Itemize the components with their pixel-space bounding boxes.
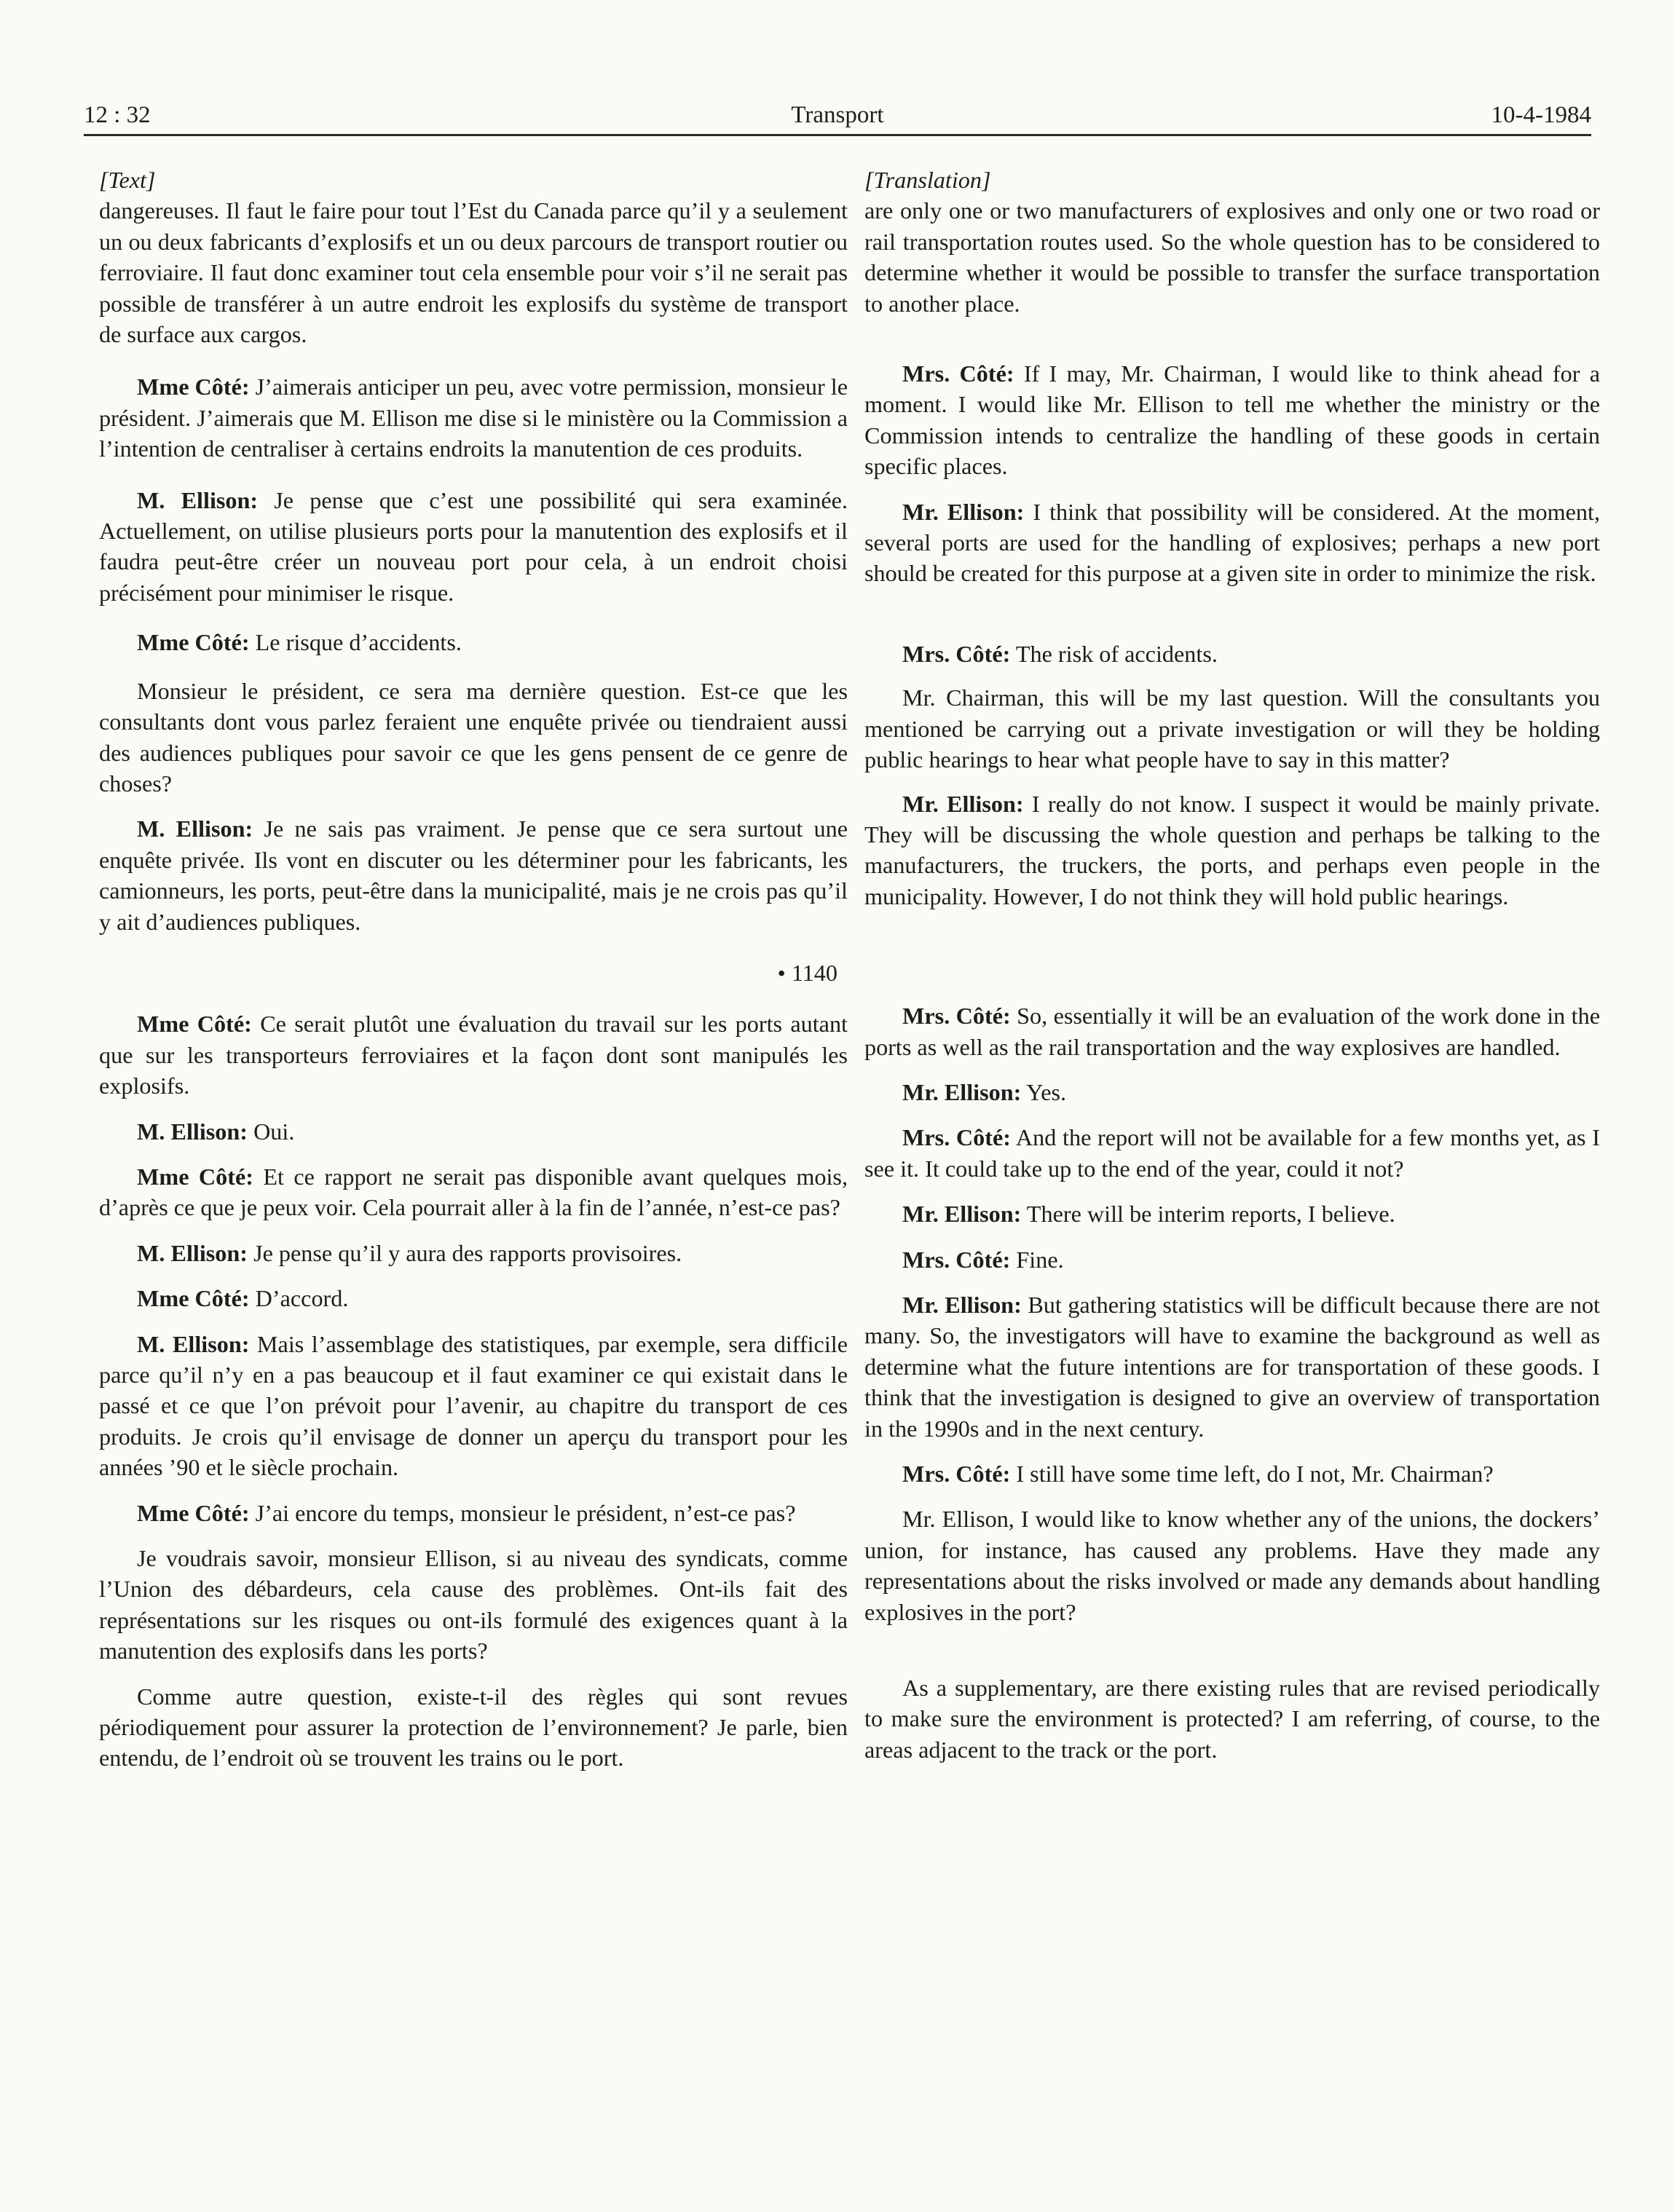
speaker-name: Mr. Ellison:: [902, 790, 1024, 817]
time-marker: • 1140: [777, 959, 838, 986]
speaker-name: Mme Côté:: [137, 1163, 253, 1190]
speech-text: There will be interim reports, I believe.: [1021, 1201, 1395, 1228]
speaker-name: Mr. Ellison:: [902, 1201, 1022, 1228]
speaker-name: Mr. Ellison:: [902, 498, 1025, 525]
speech-text: Mais l’assemblage des statistiques, par exemple, sera difficile parce qu’il n’y en a pas beaucoup et il faut examiner ce qui existait dans le passé et ce que l’on prévoit pour l’avenir, au chapitre du transport de ces produits. Je crois qu’il envisage de donner un aperçu du transport pour les années ’90 et le siècle prochain.: [99, 1330, 848, 1481]
speech-text: Fine.: [1010, 1246, 1064, 1273]
speech-text: I really do not know. I suspect it would be mainly private. They will be discussing the whole question and perhaps be talking to the manufacturers, the truckers, the ports, and perhaps even people in the municipality. However, I do not think they will hold public hearings.: [864, 790, 1600, 909]
speech-text: And the report will not be available for a few months yet, as I see it. It could take up to the end of the year, could it not?: [864, 1124, 1600, 1182]
speech-text: I still have some time left, do I not, Mr. Chairman?: [1010, 1461, 1494, 1487]
running-head-title: Transport: [791, 102, 884, 128]
speaker-name: M. Ellison:: [137, 1330, 250, 1357]
speech-text: Et ce rapport ne serait pas disponible avant quelques mois, d’après ce que je peux voir. Cela pourrait aller à la fin de l’année, n’est-ce pas?: [99, 1163, 848, 1221]
speaker-name: M. Ellison:: [137, 1118, 248, 1145]
paragraph: Mr. Chairman, this will be my last question. Will the consultants you mentioned be carrying out a private investigation or will they be holding public hearings to hear what people have to say in this matter?: [864, 684, 1600, 773]
speaker-name: M. Ellison:: [137, 486, 259, 513]
speech-text: Je ne sais pas vraiment. Je pense que ce sera surtout une enquête privée. Ils vont en discuter ou les déterminer pour les fabricants, les camionneurs, les ports, peut-être dans la municipalité, mais je ne crois pas qu’il y ait d’audiences publiques.: [99, 815, 848, 935]
speaker-paragraph: [99, 1008, 848, 1101]
speaker-paragraph: [864, 1244, 1600, 1275]
speech-text: Yes.: [1021, 1078, 1067, 1105]
speech-text: The risk of accidents.: [1010, 640, 1218, 667]
speaker-paragraph: [99, 1161, 848, 1223]
speaker-paragraph: [864, 1458, 1600, 1489]
speaker-paragraph: [99, 813, 848, 937]
speaker-paragraph: [99, 1116, 848, 1147]
speaker-name: Mme Côté:: [137, 1499, 250, 1526]
speaker-name: Mme Côté:: [137, 1011, 252, 1038]
paragraph: dangereuses. Il faut le faire pour tout l’Est du Canada parce qu’il y a seulement un ou deux fabricants d’explosifs et un ou deux parcours de transport routier ou ferroviaire. Il faut donc examiner tout cela ensemble pour voir s’il ne serait pas possible de transférer à un autre endroit les explosifs du système de transport de surface aux cargos.: [99, 197, 848, 348]
paragraph: Comme autre question, existe-t-il des règles qui sont revues périodiquement pour assurer la protection de l’environnement? Je parle, bien entendu, de l’endroit où se trouvent les trains ou le port.: [99, 1683, 848, 1771]
speaker-paragraph: [99, 1329, 848, 1483]
speech-text: Je pense que c’est une possibilité qui sera examinée. Actuellement, on utilise plusieurs ports pour la manutention des explosifs et il faudra peut-être créer un nouveau port pour cela, à un endroit choisi précisément pour minimiser le risque.: [99, 486, 848, 606]
paragraph: Mr. Ellison, I would like to know whether any of the unions, the dockers’ union, for instance, has caused any problems. Have they made any representations about the risks involved or made any demands about handling explosives in the port?: [864, 1506, 1600, 1625]
speaker-paragraph: [99, 371, 848, 464]
speech-text: J’aimerais anticiper un peu, avec votre permission, monsieur le président. J’aimerais que M. Ellison me dise si le ministère ou la Commission a l’intention de centraliser à certains endroits la manutention de ces produits.: [99, 374, 848, 462]
speaker-paragraph: [864, 1000, 1600, 1062]
paragraph: Je voudrais savoir, monsieur Ellison, si au niveau des syndicats, comme l’Union des débardeurs, cela cause des problèmes. Ont-ils fait des représentations sur les risques ou ont-ils formulé des exigences quant à la manutention des explosifs dans les ports?: [99, 1545, 848, 1664]
speaker-paragraph: [864, 1198, 1600, 1229]
page-number: 12 : 32: [84, 102, 151, 128]
speaker-name: Mrs. Côté:: [902, 1461, 1011, 1487]
speech-text: If I may, Mr. Chairman, I would like to think ahead for a moment. I would like Mr. Ellison to tell me whether the ministry or the Commission intends to centralize the handling of these goods in certain specific places.: [864, 360, 1600, 480]
speaker-paragraph: [864, 789, 1600, 912]
speaker-paragraph: [864, 1122, 1600, 1184]
speaker-paragraph: [99, 627, 848, 657]
speaker-name: Mme Côté:: [137, 629, 250, 656]
speaker-paragraph: [99, 485, 848, 609]
speech-text: I think that possibility will be considered. At the moment, several ports are used for the handling of explosives; perhaps a new port should be created for this purpose at a given site in order to minimize the risk.: [864, 498, 1601, 587]
speech-text: D’accord.: [249, 1285, 349, 1312]
speaker-paragraph: [99, 1283, 848, 1314]
speech-text: But gathering statistics will be difficult because there are not many. So, the investigators will have to examine the background as well as determine what the future intentions are for transportation of these goods. I think that the investigation is designed to give an overview of transportation in the 1990s and in the next century.: [864, 1291, 1600, 1442]
speaker-name: M. Ellison:: [137, 1239, 248, 1266]
speaker-name: Mme Côté:: [137, 374, 250, 400]
speaker-name: Mrs. Côté:: [902, 1003, 1011, 1030]
speaker-name: Mr. Ellison:: [902, 1291, 1022, 1318]
speaker-paragraph: [864, 639, 1600, 669]
language-tag: [Translation]: [864, 167, 991, 193]
speech-text: Ce serait plutôt une évaluation du travail sur les ports autant que sur les transporteurs ferroviaires et la façon dont sont manipulés les explosifs.: [99, 1011, 848, 1099]
running-head: [84, 99, 1591, 136]
speaker-name: Mrs. Côté:: [902, 1124, 1011, 1151]
paragraph: Monsieur le président, ce sera ma dernière question. Est-ce que les consultants dont vous parlez feraient une enquête privée ou tiendraient aussi des audiences publiques pour savoir ce que les gens pensent de ce genre de choses?: [99, 677, 848, 797]
speaker-paragraph: [99, 1238, 848, 1268]
speech-text: Oui.: [248, 1118, 295, 1145]
page-date: 10-4-1984: [1491, 102, 1591, 128]
speech-text: So, essentially it will be an evaluation of the work done in the ports as well as the rail transportation and the way explosives are handled.: [864, 1003, 1600, 1060]
speaker-name: Mrs. Côté:: [902, 360, 1014, 387]
english-column: [864, 165, 1600, 1765]
language-tag: [Text]: [99, 167, 156, 193]
speaker-paragraph: [99, 1498, 848, 1528]
paragraph: As a supplementary, are there existing rules that are revised periodically to make sure the environment is protected? I am referring, of course, to the areas adjacent to the track or the port.: [864, 1675, 1600, 1763]
speech-text: Le risque d’accidents.: [249, 629, 462, 656]
speaker-name: Mrs. Côté:: [902, 1246, 1011, 1273]
french-column: [99, 165, 848, 1774]
speaker-name: M. Ellison:: [137, 815, 253, 842]
speaker-paragraph: [864, 1077, 1600, 1107]
speaker-paragraph: [864, 1289, 1600, 1444]
speaker-name: Mme Côté:: [137, 1285, 250, 1312]
speaker-name: Mr. Ellison:: [902, 1078, 1022, 1105]
speaker-paragraph: [864, 358, 1600, 482]
speaker-paragraph: [864, 497, 1600, 589]
speech-text: J’ai encore du temps, monsieur le président, n’est-ce pas?: [249, 1499, 796, 1526]
paragraph: are only one or two manufacturers of explosives and only one or two road or rail transportation routes used. So the whole question has to be considered to determine whether it would be possible to transfer the surface transportation to another place.: [864, 197, 1600, 317]
speech-text: Je pense qu’il y aura des rapports provisoires.: [248, 1239, 682, 1266]
speaker-name: Mrs. Côté:: [902, 640, 1011, 667]
